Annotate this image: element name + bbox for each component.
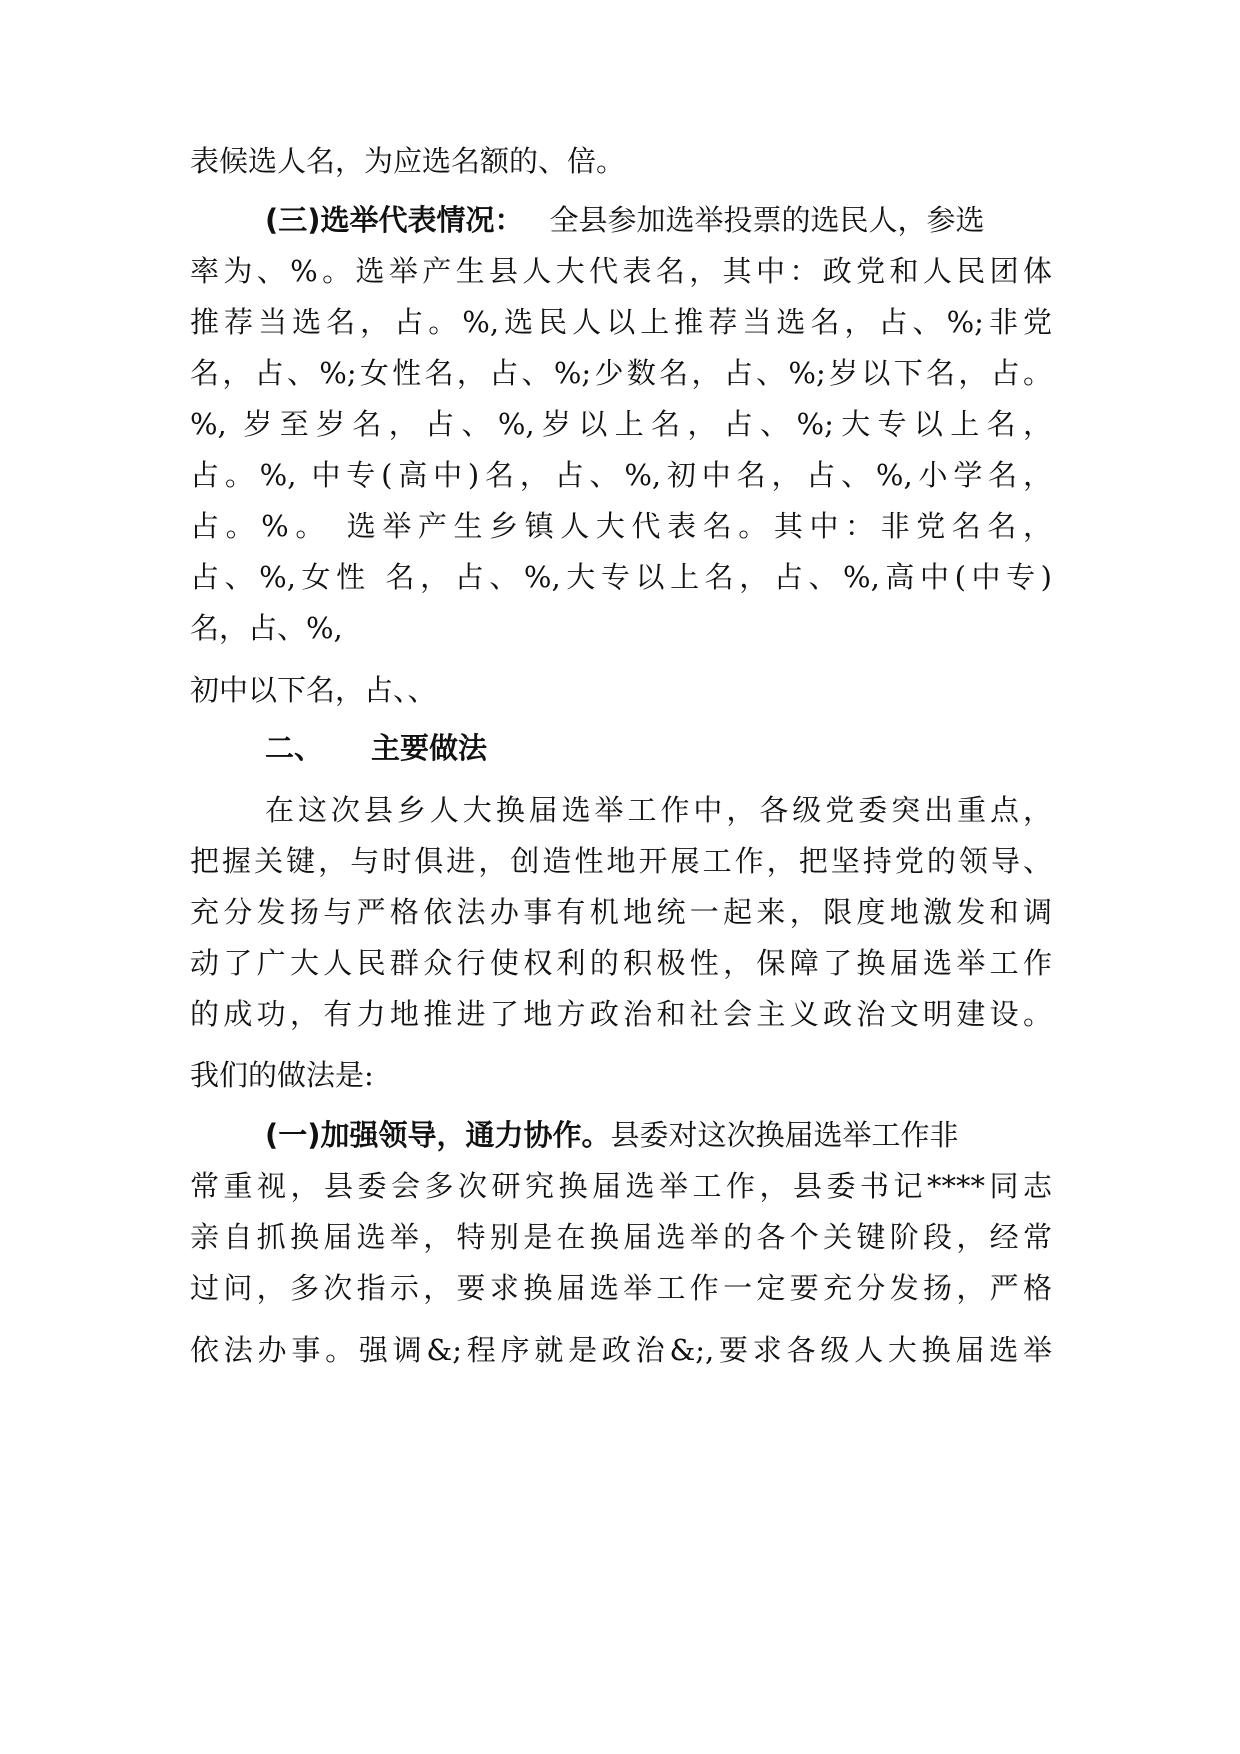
section-title: 主要做法 <box>371 731 488 765</box>
paragraph-line: 占。%。 选举产生乡镇人大代表名。其中：非党名名， <box>190 509 1052 543</box>
paragraph-line: 占。%, 中专(高中)名，占、%,初中名，占、%,小学名， <box>190 458 1052 492</box>
paragraph-first-line: 在这次县乡人大换届选举工作中，各级党委突出重点， <box>265 793 1052 827</box>
paragraph-line: 充分发扬与严格依法办事有机地统一起来，限度地激发和调 <box>190 895 1052 929</box>
paragraph-line: 动了广大人民群众行使权利的积极性，保障了换届选举工作 <box>190 946 1052 980</box>
paragraph-line: 的成功，有力地推进了地方政治和社会主义政治文明建设。 <box>190 997 1052 1031</box>
section-2-heading <box>265 725 1052 771</box>
paragraph-line: 我们的做法是: <box>190 1058 374 1092</box>
paragraph-line: 名，占、%, <box>190 611 343 645</box>
section-number: 二、 <box>265 731 324 765</box>
section-1-first-line <box>265 1112 1052 1158</box>
paragraph-line: %, 岁至岁名，占、%,岁以上名，占、%;大专以上名， <box>190 407 1052 441</box>
paragraph-line: 率为、%。选举产生县人大代表名，其中：政党和人民团体 <box>190 254 1052 288</box>
paragraph-line: 初中以下名，占、、 <box>190 673 437 707</box>
paragraph-line: 把握关键，与时俱进，创造性地开展工作，把坚持党的领导、 <box>190 844 1052 878</box>
section-3-text: 全县参加选举投票的选民人，参选 <box>549 203 985 237</box>
section-3-first-line <box>265 197 1052 243</box>
section-1-text: 县委对这次换届选举工作非 <box>610 1118 959 1152</box>
paragraph-line: 过问，多次指示，要求换届选举工作一定要充分发扬，严格 <box>190 1271 1052 1305</box>
paragraph-line: 依法办事。强调&;程序就是政治&;,要求各级人大换届选举 <box>190 1333 1052 1367</box>
paragraph-line: 亲自抓换届选举，特别是在换届选举的各个关键阶段，经常 <box>190 1220 1052 1254</box>
paragraph-line: 占、%,女性 名，占、%,大专以上名，占、%,高中(中专) <box>190 560 1052 594</box>
paragraph-line: 名，占、%;女性名，占、%;少数名，占、%;岁以下名，占。 <box>190 356 1052 390</box>
section-1-heading: (一)加强领导，通力协作。 <box>265 1118 611 1152</box>
paragraph-line: 常重视，县委会多次研究换届选举工作，县委书记****同志 <box>190 1169 1052 1203</box>
paragraph-line: 推荐当选名，占。%,选民人以上推荐当选名，占、%;非党 <box>190 305 1052 339</box>
section-3-heading: (三)选举代表情况： <box>265 203 524 237</box>
paragraph-line: 表候选人名，为应选名额的、倍。 <box>190 144 626 178</box>
